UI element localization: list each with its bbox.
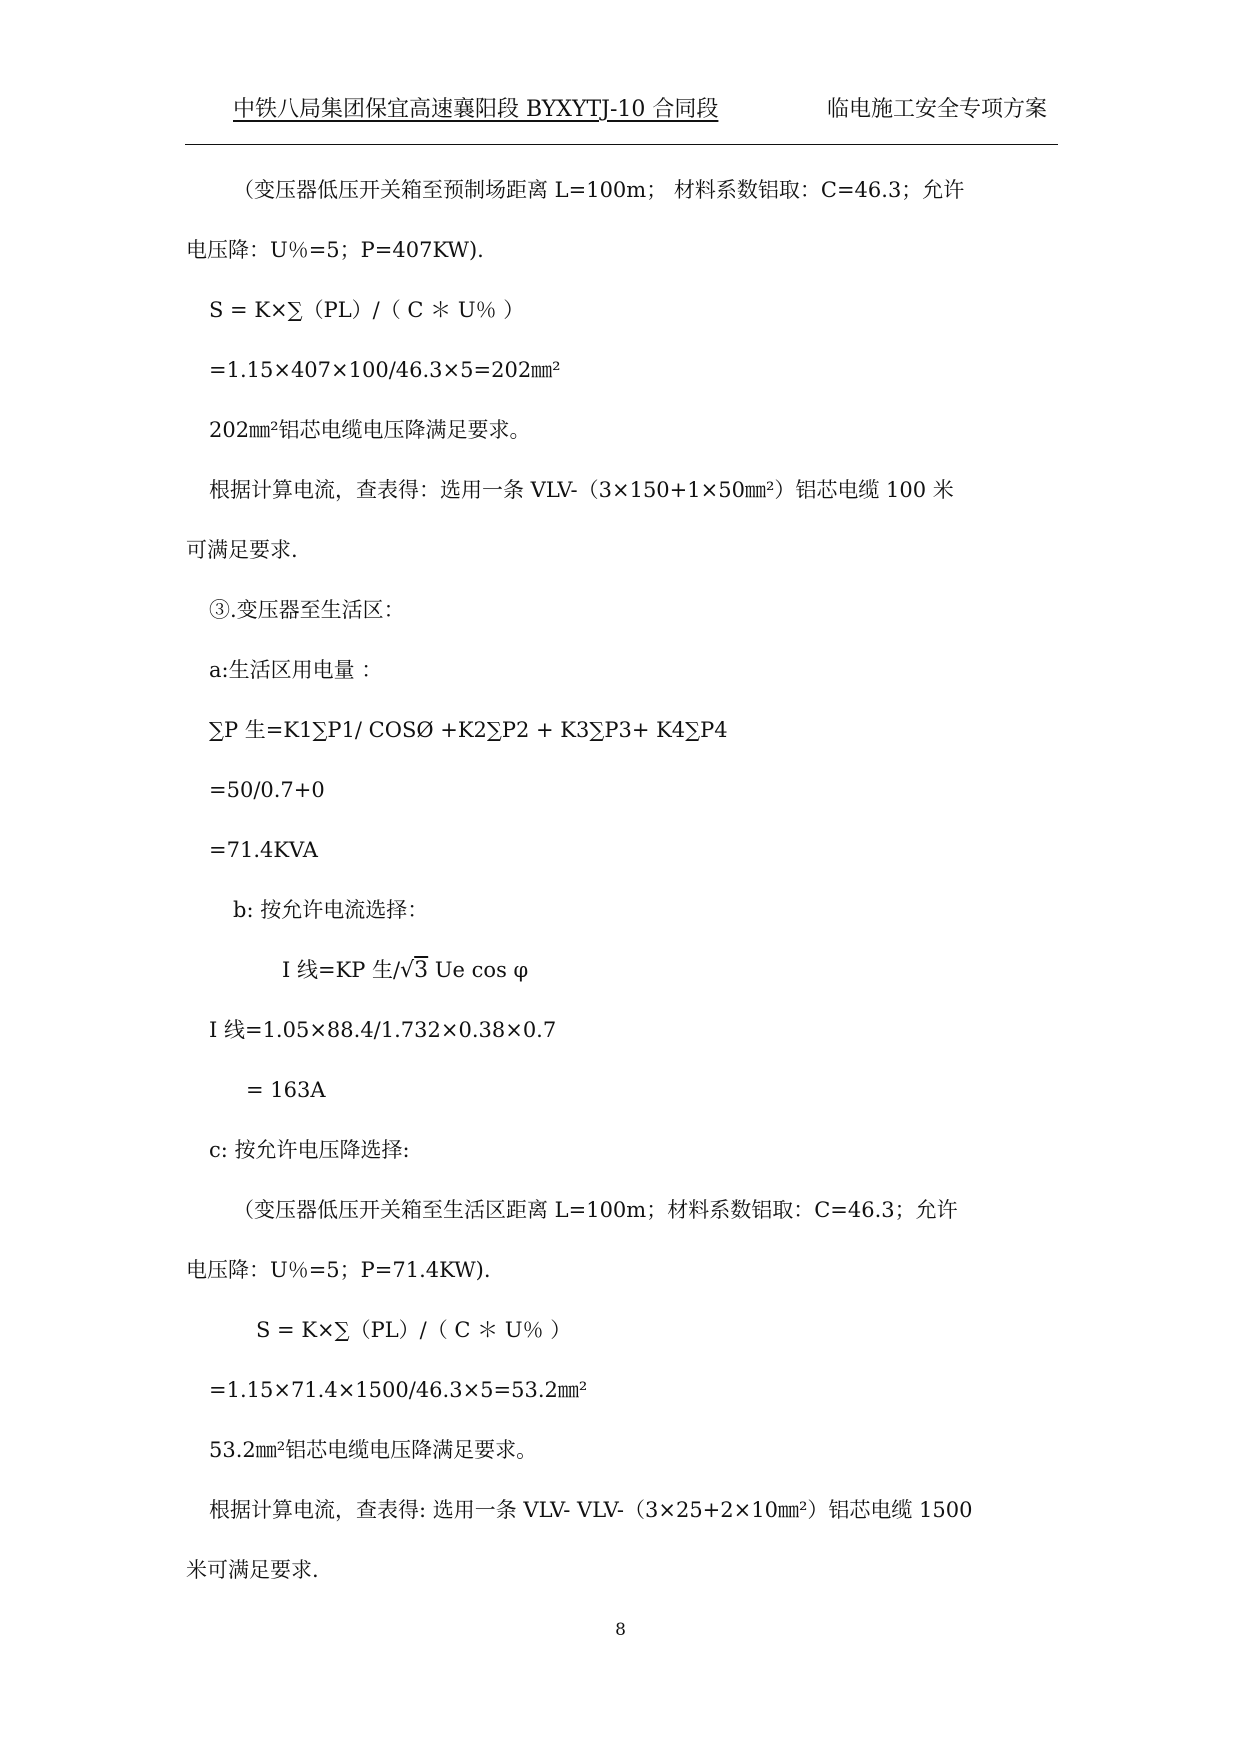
paragraph-line: 53.2㎜²铝芯电缆电压降满足要求。 (209, 1438, 538, 1462)
paragraph-line: （变压器低压开关箱至预制场距离 L=100m； 材料系数铝取：C=46.3；允许 (233, 178, 965, 202)
formula-line: S = K×∑（PL）/（ C ＊ U％ ） (256, 1318, 572, 1342)
subsection-heading: c: 按允许电压降选择: (209, 1138, 410, 1162)
square-root: √3 (400, 958, 429, 983)
paragraph-line: 根据计算电流，查表得：选用一条 VLV-（3×150+1×50㎜²）铝芯电缆 100 米 (209, 478, 954, 502)
formula-prefix: I 线=KP 生/ (282, 958, 401, 982)
paragraph-line: （变压器低压开关箱至生活区距离 L=100m；材料系数铝取：C=46.3；允许 (233, 1198, 958, 1222)
paragraph-line: 电压降：U％=5；P=407KW). (186, 238, 484, 262)
formula-result: = 163A (246, 1078, 326, 1102)
formula-line: =50/0.7+0 (209, 778, 325, 802)
paragraph-line: 202㎜²铝芯电缆电压降满足要求。 (209, 418, 531, 442)
formula-line: I 线=1.05×88.4/1.732×0.38×0.7 (209, 1018, 557, 1042)
paragraph-line: 电压降：U％=5；P=71.4KW). (186, 1258, 491, 1282)
formula-suffix: Ue cos φ (434, 958, 529, 982)
paragraph-line: 可满足要求. (186, 538, 298, 562)
formula-line: S = K×∑（PL）/（ C ＊ U％ ） (209, 298, 525, 322)
page-number: 8 (615, 1620, 626, 1640)
formula-line: =71.4KVA (209, 838, 318, 862)
subsection-heading: b: 按允许电流选择： (233, 898, 429, 922)
header-project-title: 中铁八局集团保宜高速襄阳段 BYXYTJ-10 合同段 (233, 97, 719, 122)
section-heading: ③.变压器至生活区： (209, 598, 405, 622)
paragraph-line: 米可满足要求. (186, 1558, 319, 1582)
formula-line: ∑P 生=K1∑P1/ COSØ +K2∑P2 + K3∑P3+ K4∑P4 (209, 718, 728, 742)
formula-line: =1.15×407×100/46.3×5=202㎜² (209, 358, 561, 382)
header-divider (185, 144, 1058, 145)
page-header (185, 92, 1065, 132)
current-formula (186, 940, 1066, 1000)
subsection-heading: a:生活区用电量 ： (209, 658, 383, 682)
document-body (186, 160, 1066, 1600)
radicand: 3 (414, 958, 429, 983)
formula-line: =1.15×71.4×1500/46.3×5=53.2㎜² (209, 1378, 588, 1402)
header-document-title: 临电施工安全专项方案 (826, 97, 1047, 122)
paragraph-line: 根据计算电流，查表得: 选用一条 VLV- VLV-（3×25+2×10㎜²）铝芯电缆 1500 (209, 1498, 973, 1522)
